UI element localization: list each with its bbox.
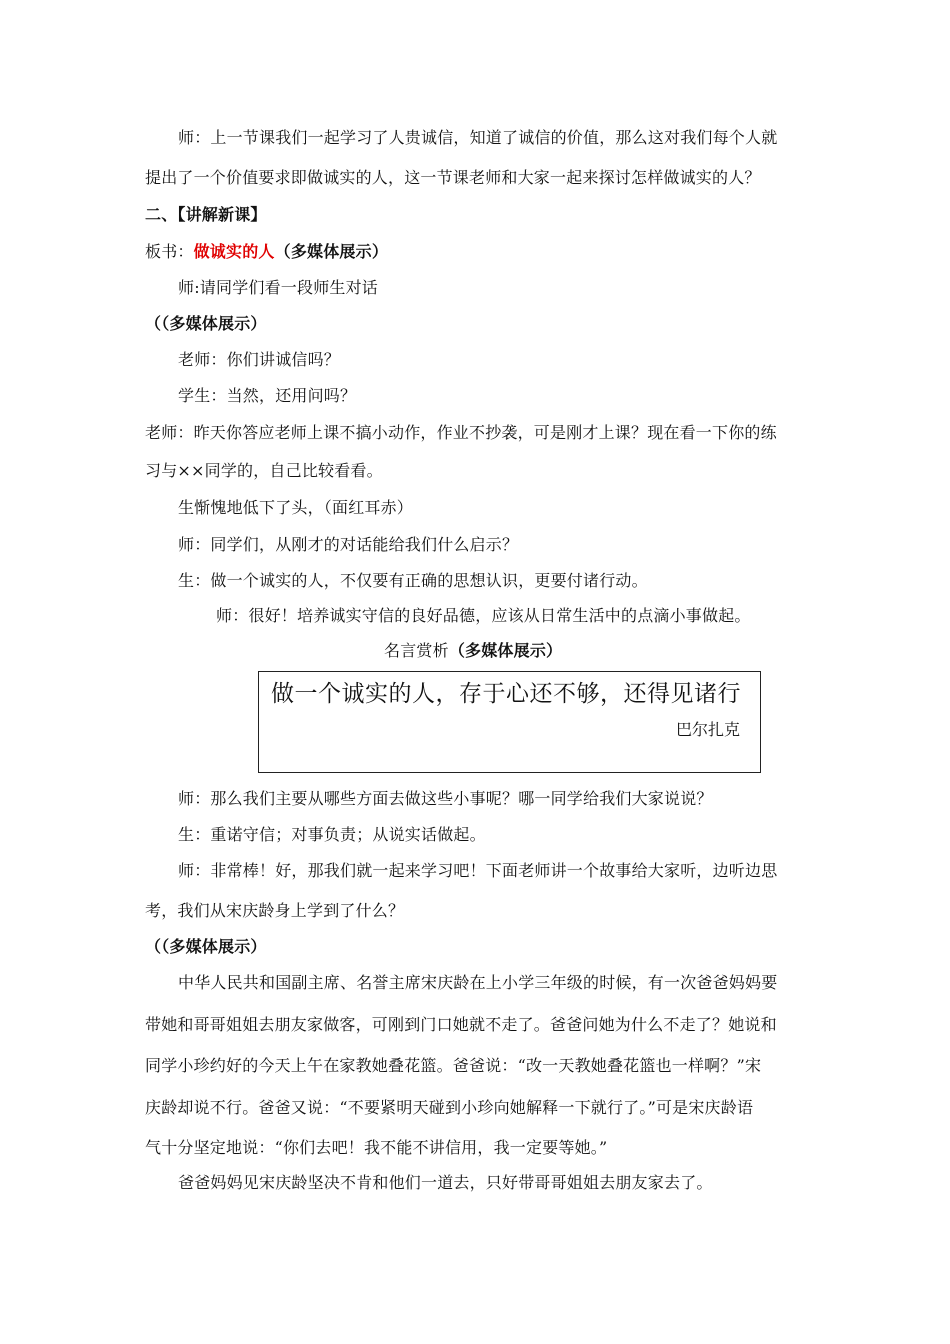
- teacher-line-story-1: 师：非常棒！好，那我们就一起来学习吧！下面老师讲一个故事给大家听，边听边思: [178, 861, 778, 880]
- quote-section-title: [384, 640, 562, 662]
- quote-box: [258, 671, 761, 773]
- board-title: 做诚实的人: [193, 242, 275, 261]
- board-line: [145, 241, 388, 263]
- story-line-4: 庆龄却说不行。爸爸又说：“不要紧明天碰到小珍向她解释一下就行了。”可是宋庆龄语: [145, 1098, 754, 1117]
- story-line-2: 带她和哥哥姐姐去朋友家做客，可刚到门口她就不走了。爸爸问她为什么不走了？她说和: [145, 1015, 777, 1034]
- media-label-2: （（多媒体展示）: [145, 937, 267, 956]
- teacher-long-line-1: 老师：昨天你答应老师上课不搞小动作，作业不抄袭，可是刚才上课？现在看一下你的练: [145, 423, 777, 442]
- quote-title-prefix: 名言赏析: [384, 641, 449, 660]
- teacher-line-story-2: 考，我们从宋庆龄身上学到了什么？: [145, 901, 405, 920]
- student-answer-3: 生：重诺守信；对事负责；从说实话做起。: [178, 825, 486, 844]
- board-prefix: 板书：: [145, 242, 194, 261]
- student-answer-2: 生：做一个诚实的人，不仅要有正确的思想认识，更要付诸行动。: [178, 571, 648, 590]
- intro-line-1: 师：上一节课我们一起学习了人贵诚信，知道了诚信的价值，那么这对我们每个人就: [178, 128, 778, 147]
- story-line-6: 爸爸妈妈见宋庆龄坚决不肯和他们一道去，只好带哥哥姐姐去朋友家去了。: [178, 1173, 713, 1192]
- section-heading: 二、【讲解新课】: [145, 205, 267, 224]
- teacher-question: 老师：你们讲诚信吗？: [178, 350, 341, 369]
- story-line-3: 同学小珍约好的今天上午在家教她叠花篮。爸爸说：“改一天教她叠花篮也一样啊？”宋: [145, 1056, 762, 1075]
- teacher-prompt: 师:请同学们看一段师生对话: [178, 278, 378, 297]
- intro-line-2: 提出了一个价值要求即做诚实的人，这一节课老师和大家一起来探讨怎样做诚实的人？: [145, 168, 761, 187]
- student-answer: 学生：当然，还用问吗？: [178, 386, 357, 405]
- teacher-question-2: 师：同学们，从刚才的对话能给我们什么启示？: [178, 535, 519, 554]
- teacher-question-3: 师：那么我们主要从哪些方面去做这些小事呢？哪一同学给我们大家说说？: [178, 789, 713, 808]
- story-line-5: 气十分坚定地说：“你们去吧！我不能不讲信用，我一定要等她。”: [145, 1138, 608, 1157]
- story-line-1: 中华人民共和国副主席、名誉主席宋庆龄在上小学三年级的时候，有一次爸爸妈妈要: [178, 973, 778, 992]
- quote-author: 巴尔扎克: [675, 720, 740, 739]
- board-suffix: （多媒体展示）: [274, 242, 389, 261]
- media-label-1: （（多媒体展示）: [145, 314, 267, 333]
- quote-title-suffix: （多媒体展示）: [448, 641, 563, 660]
- teacher-praise: 师：很好！培养诚实守信的良好品德，应该从日常生活中的点滴小事做起。: [216, 606, 751, 625]
- quote-text: 做一个诚实的人，存于心还不够，还得见诸行: [271, 681, 741, 707]
- teacher-long-line-2: 习与××同学的，自己比较看看。: [145, 461, 383, 480]
- student-reaction: 生惭愧地低下了头，（面红耳赤）: [178, 498, 414, 517]
